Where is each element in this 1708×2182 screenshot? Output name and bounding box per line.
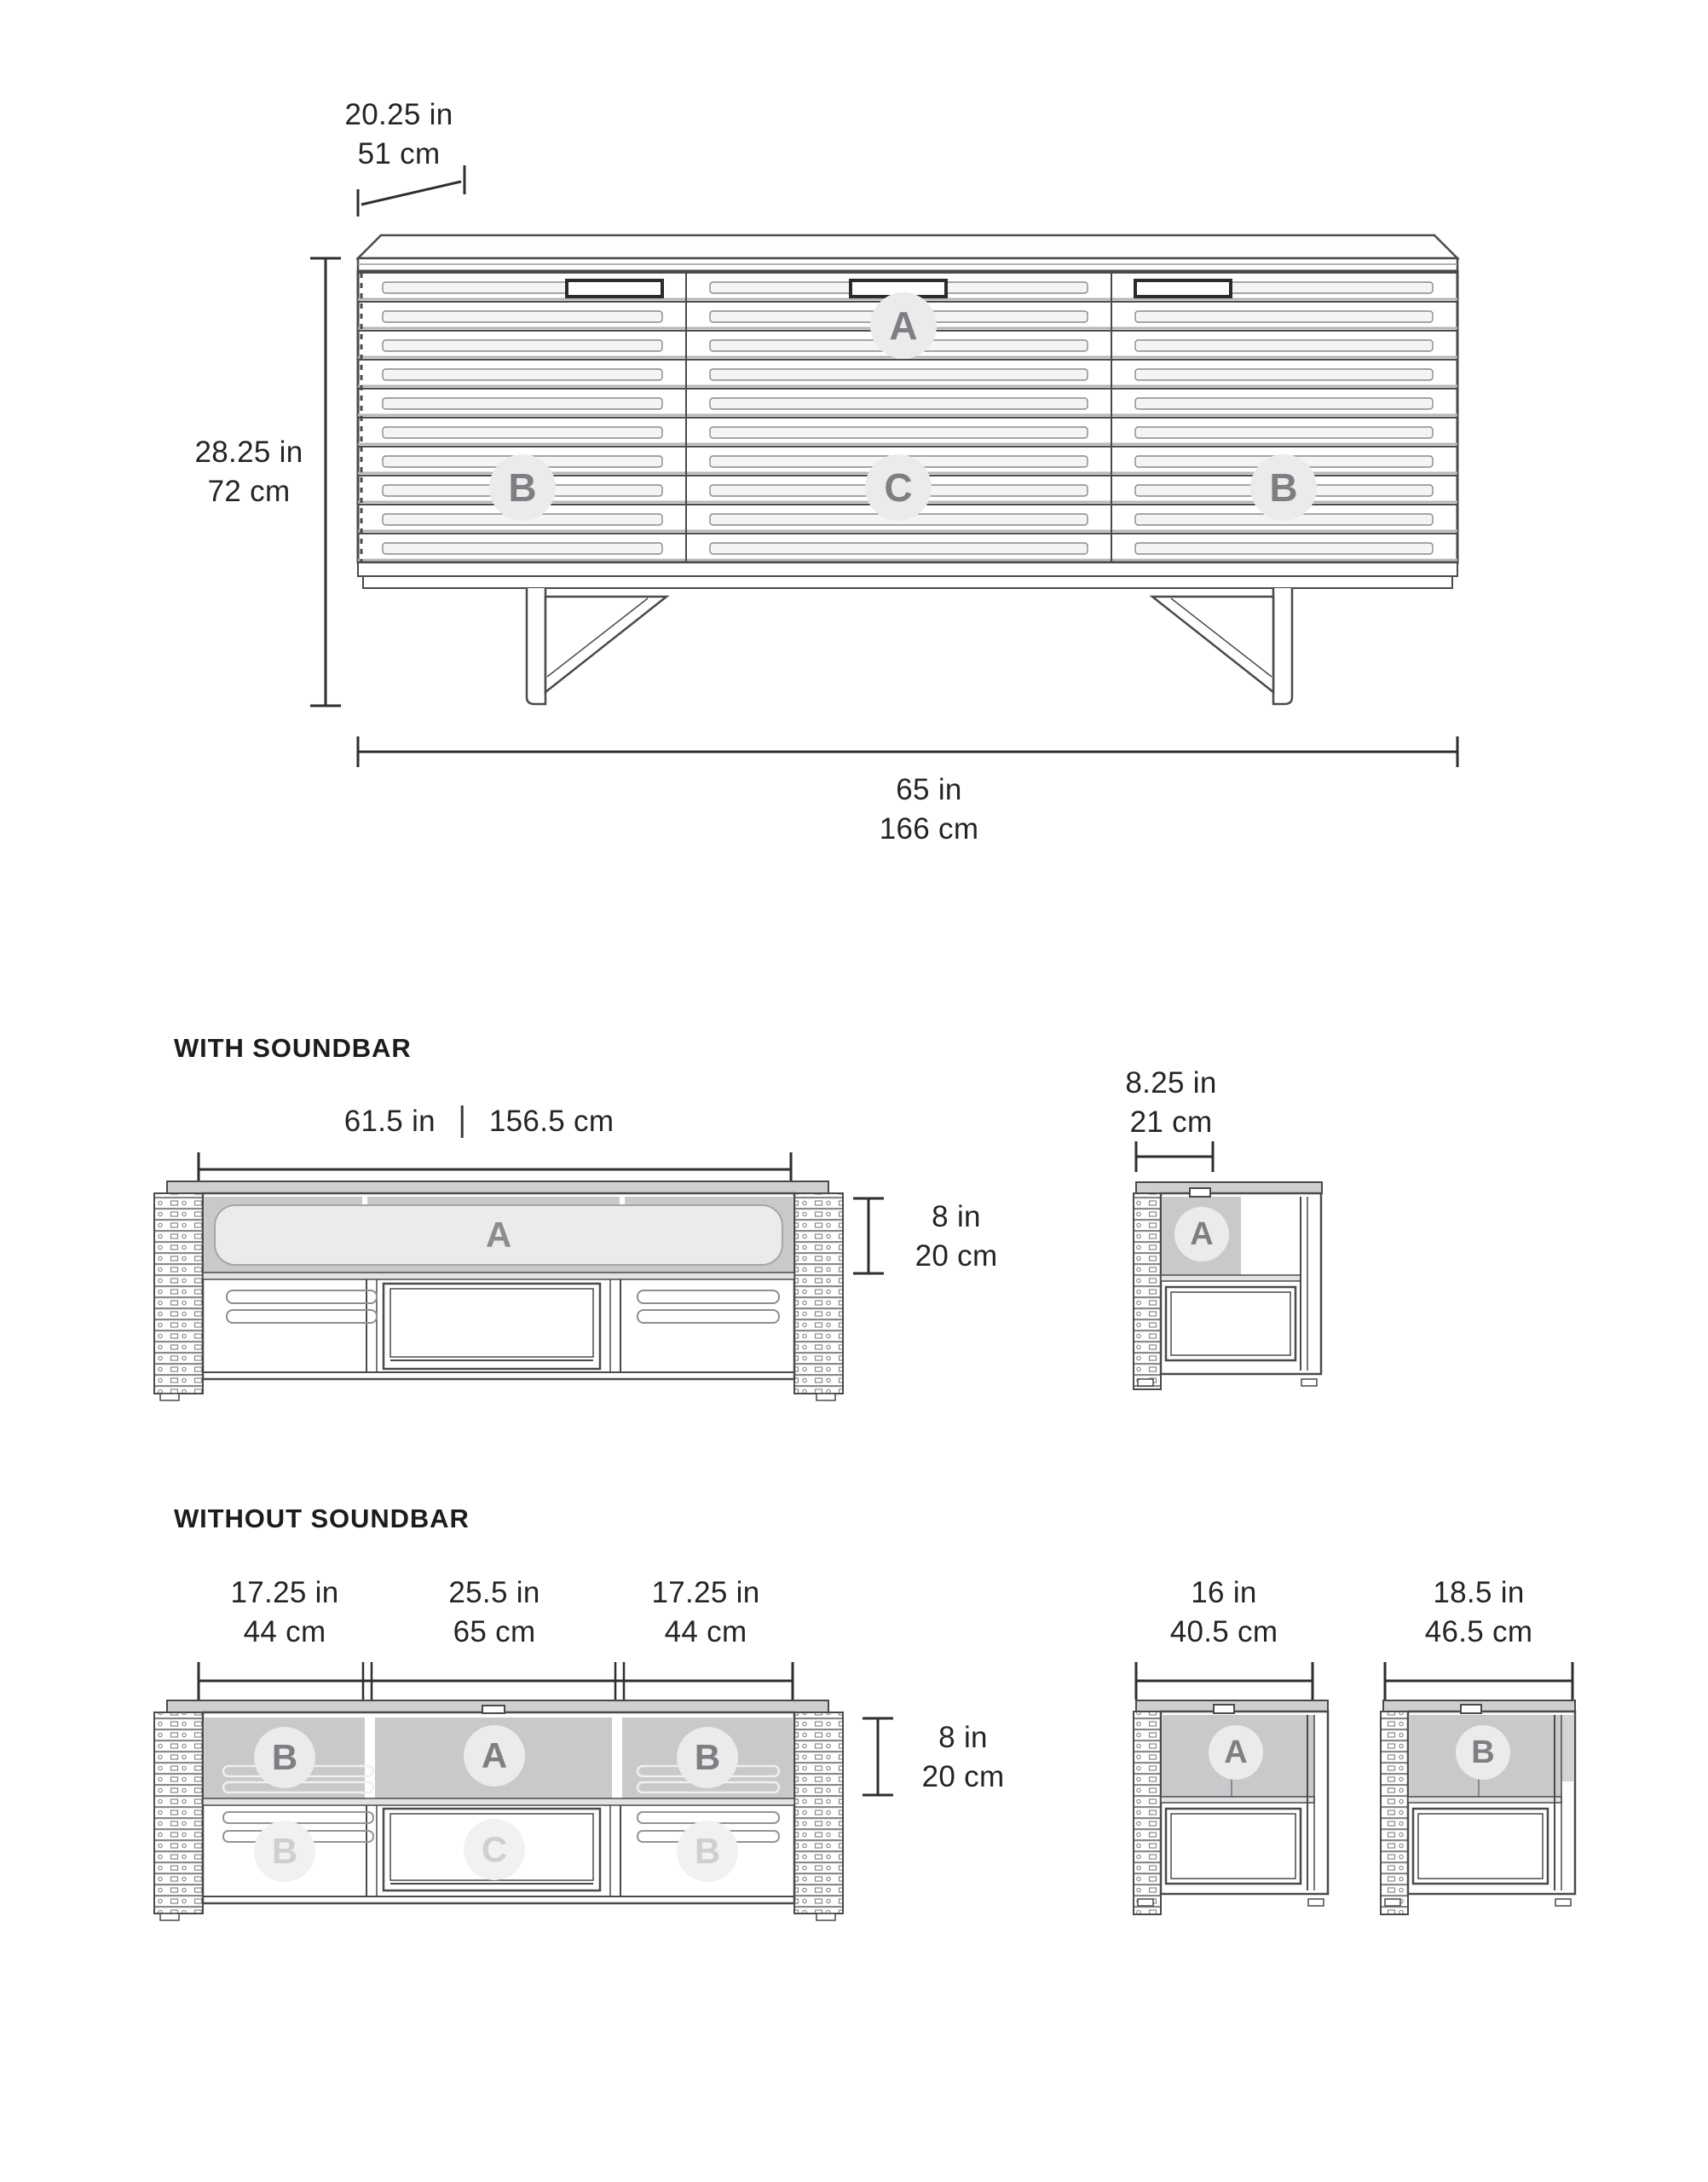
door-handle-left [567,280,662,297]
soundbar-label-a: A [485,1215,512,1255]
door-label-b-left: B [489,454,556,521]
wo-bottom-label-b-right: B [677,1821,738,1882]
wo-side-label-b: B [1456,1725,1510,1780]
wo-top-label-a: A [464,1725,525,1787]
wo-top-label-b-left: B [254,1727,315,1788]
door-label-c: C [865,454,932,521]
ws-side-depth-label: 8.25 in 21 cm [1125,1066,1217,1139]
width-dimension-label: 65 in 166 cm [879,773,979,846]
wo-side-label-a: A [1209,1725,1263,1780]
wo-top-label-b-right: B [677,1727,738,1788]
wo-bottom-label-c: C [464,1819,525,1880]
cabinet-legs [527,588,1292,704]
wo-side-b-dimension [1385,1662,1572,1700]
wo-height-dimension [863,1718,893,1795]
wo-side-a-dimension [1136,1662,1313,1700]
ws-width-cm: 156.5 cm [488,1105,615,1138]
wo-front-dimension [199,1662,793,1700]
ws-width-in: 61.5 in [343,1105,436,1138]
wo-section-dim-left: 17.25 in 44 cm [230,1576,339,1648]
depth-dimension-label: 20.25 in 51 cm [344,98,453,170]
ws-row-height-label: 8 in 20 cm [915,1200,998,1273]
ws-side-view [1134,1182,1322,1389]
ws-height-dimension [853,1198,884,1273]
wo-row-height-label: 8 in 20 cm [921,1721,1005,1793]
with-soundbar-heading: WITH SOUNDBAR [174,1033,412,1063]
ws-side-label-a: A [1174,1207,1229,1261]
door-label-a: A [870,292,937,359]
wo-section-dim-center: 25.5 in 65 cm [448,1576,540,1648]
dimension-divider [461,1105,464,1138]
without-soundbar-heading: WITHOUT SOUNDBAR [174,1504,470,1533]
ws-width-dimension-label [344,1105,615,1139]
door-handle-right [1135,280,1231,297]
wo-side-a-dim-label: 16 in 40.5 cm [1169,1576,1278,1648]
ws-side-dimension [1136,1141,1213,1172]
door-label-b-right: B [1250,454,1317,521]
wo-bottom-label-b-left: B [254,1821,315,1882]
wo-side-b-dim-label: 18.5 in 46.5 cm [1424,1576,1533,1648]
height-dimension-label: 28.25 in 72 cm [194,436,303,508]
wo-section-dim-right: 17.25 in 44 cm [651,1576,760,1648]
